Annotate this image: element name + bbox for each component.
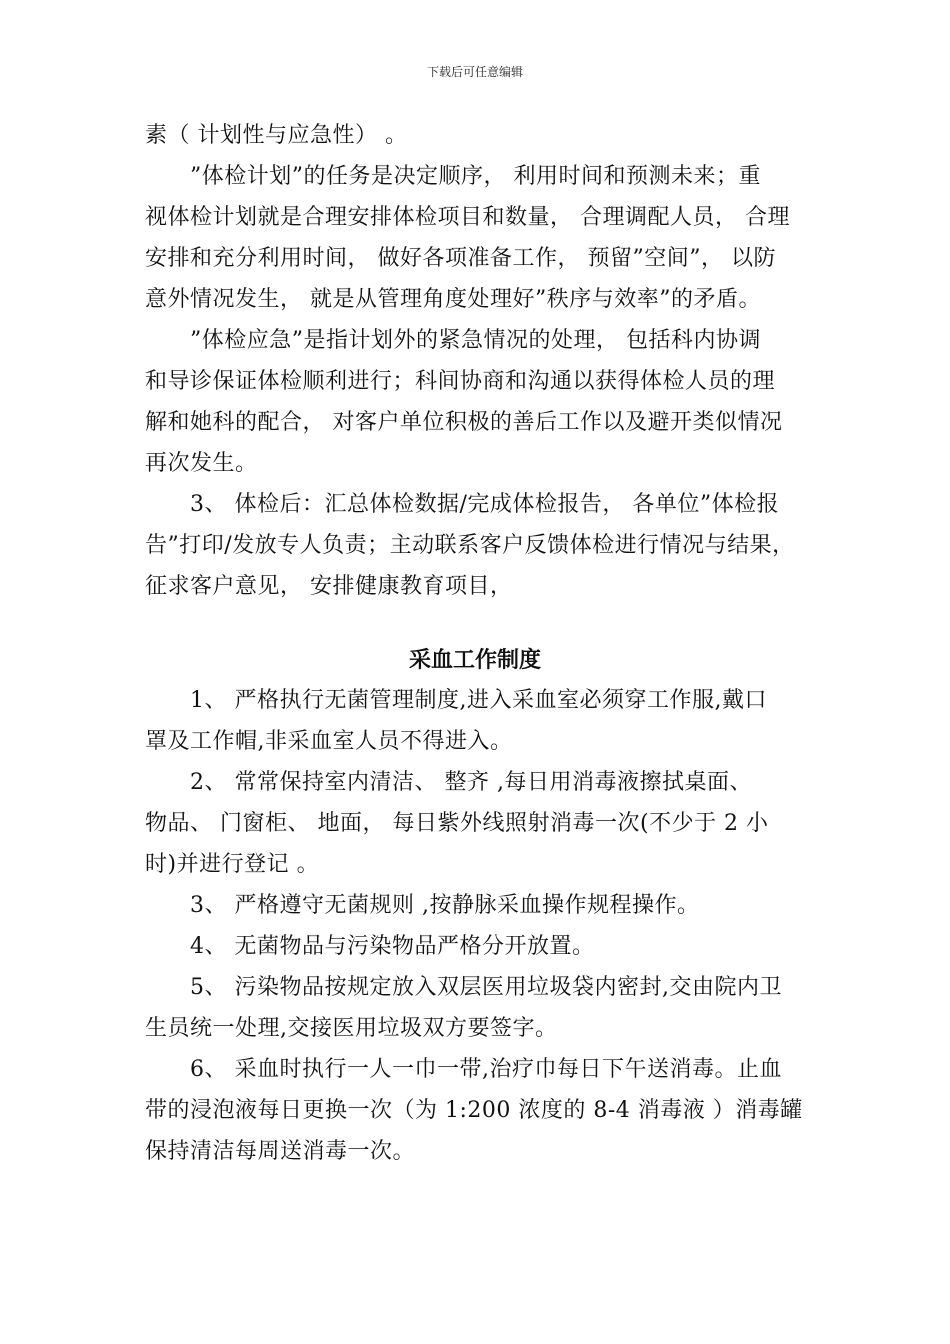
section-title: 采血工作制度 (408, 648, 541, 673)
paragraph-line: ”体检计划”的任务是决定顺序， 利用时间和预测未来；重 (190, 164, 761, 189)
paragraph-line: 1、 严格执行无菌管理制度,进入采血室必须穿工作服,戴口 (190, 688, 767, 713)
paragraph-line: 视体检计划就是合理安排体检项目和数量， 合理调配人员， 合理 (145, 205, 790, 230)
paragraph-line: 生员统一处理,交接医用垃圾双方要签字。 (145, 1016, 558, 1041)
paragraph-line: 告”打印/发放专人负责；主动联系客户反馈体检进行情况与结果， (145, 533, 795, 558)
paragraph-line: 解和她科的配合， 对客户单位积极的善后工作以及避开类似情况 (145, 410, 783, 435)
paragraph-line: 带的浸泡液每日更换一次（为 1:200 浓度的 8-4 消毒液 ）消毒罐 (145, 1098, 803, 1123)
paragraph-line: 6、 采血时执行一人一巾一带,治疗巾每日下午送消毒。止血 (190, 1057, 782, 1082)
paragraph-line: 意外情况发生， 就是从管理角度处理好”秩序与效率”的矛盾。 (145, 287, 761, 312)
paragraph-line: 保持清洁每周送消毒一次。 (145, 1139, 416, 1164)
paragraph-line: 物品、 门窗柜、 地面， 每日紫外线照射消毒一次(不少于 2 小 (145, 811, 769, 836)
paragraph-line: 罩及工作帽,非采血室人员不得进入。 (145, 729, 513, 754)
paragraph-line: 3、 体检后：汇总体检数据/完成体检报告， 各单位”体检报 (190, 492, 780, 517)
paragraph-line: 再次发生。 (145, 451, 258, 476)
paragraph-line: 素（ 计划性与应急性） 。 (145, 123, 408, 148)
paragraph-line: 5、 污染物品按规定放入双层医用垃圾袋内密封,交由院内卫 (190, 975, 782, 1000)
paragraph-line: 3、 严格遵守无菌规则 ,按静脉采血操作规程操作。 (190, 893, 700, 918)
page-header: 下载后可任意编辑 (426, 65, 523, 79)
paragraph-line: 2、 常常保持室内清洁、 整齐 ,每日用消毒液擦拭桌面、 (190, 770, 752, 795)
paragraph-line: 时)并进行登记 。 (145, 852, 320, 877)
paragraph-line: 安排和充分利用时间， 做好各项准备工作， 预留”空间”， 以防 (145, 246, 776, 271)
paragraph-line: ”体检应急”是指计划外的紧急情况的处理， 包括科内协调 (190, 328, 761, 353)
paragraph-line: 和导诊保证体检顺利进行；科间协商和沟通以获得体检人员的理 (145, 369, 776, 394)
paragraph-line: 征求客户意见， 安排健康教育项目， (145, 574, 513, 599)
paragraph-line: 4、 无菌物品与污染物品严格分开放置。 (190, 934, 595, 959)
